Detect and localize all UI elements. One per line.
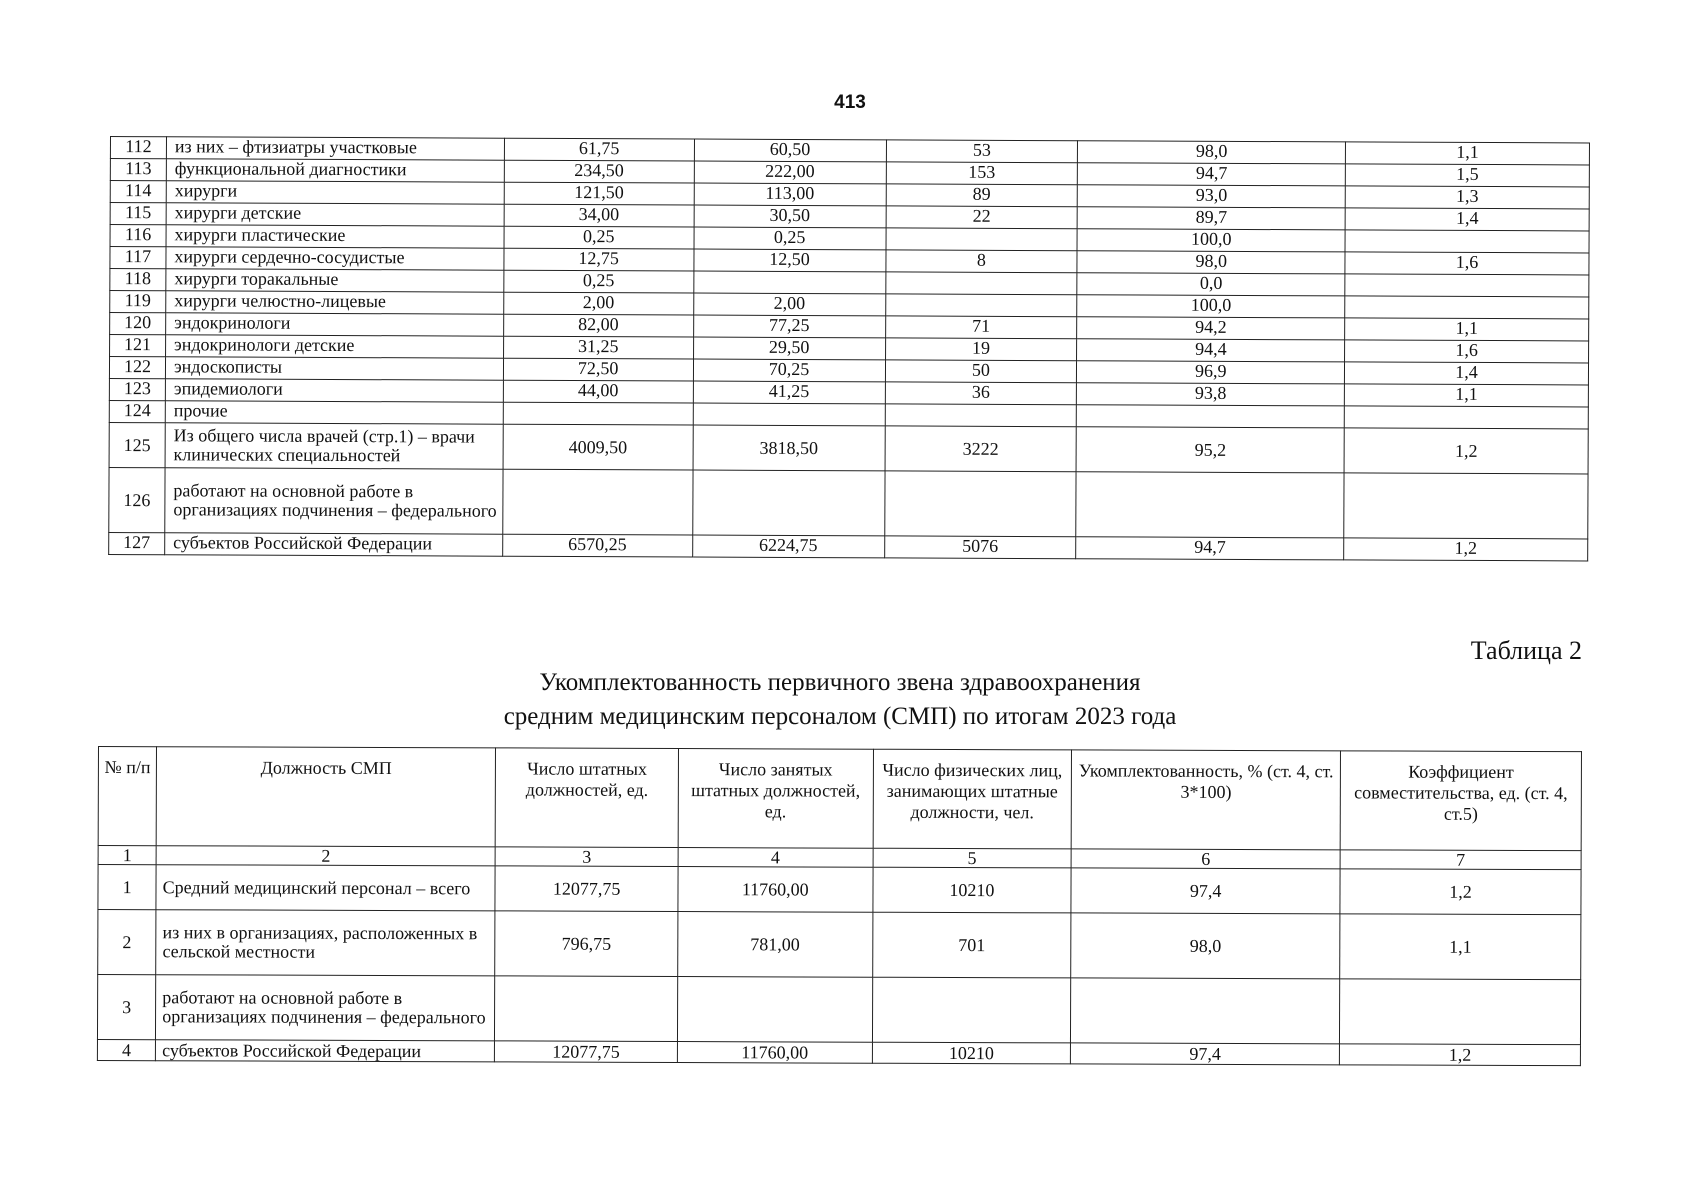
combination-coefficient: 1,2 [1344, 538, 1588, 561]
row-number: 113 [110, 159, 166, 181]
row-name: Средний медицинский персонал – всего [156, 865, 495, 911]
occupied-positions: 0,25 [694, 227, 886, 250]
staff-positions: 34,00 [504, 204, 694, 227]
staff-positions: 31,25 [503, 336, 693, 359]
row-number: 117 [110, 247, 166, 269]
table-row [98, 865, 1581, 915]
staffing-percent: 0,0 [1077, 273, 1345, 296]
staffing-percent: 94,4 [1077, 339, 1345, 362]
row-name: субъектов Российской Федерации [165, 533, 503, 556]
occupied-positions: 29,50 [693, 337, 885, 360]
row-number: 114 [110, 181, 166, 203]
staffing-percent [1076, 472, 1344, 538]
page-number: 413 [834, 92, 866, 113]
staff-positions: 12077,75 [495, 866, 678, 912]
column-index: 3 [495, 847, 678, 867]
staffing-percent: 97,4 [1071, 868, 1340, 914]
header-individuals: Число физических лиц, занимающих штатные должности, чел. [873, 749, 1072, 849]
individuals: 5076 [884, 536, 1076, 559]
combination-coefficient: 1,1 [1344, 384, 1588, 407]
column-index: 7 [1340, 850, 1581, 870]
individuals: 50 [885, 360, 1077, 383]
individuals: 89 [886, 184, 1078, 207]
staff-positions: 6570,25 [502, 534, 692, 557]
row-number: 112 [110, 137, 166, 159]
column-index: 1 [98, 846, 156, 865]
staff-positions [503, 402, 693, 425]
combination-coefficient: 1,1 [1346, 142, 1590, 165]
staffing-percent: 93,8 [1077, 383, 1345, 406]
row-name: хирурги торакальные [166, 269, 504, 292]
row-name: функциональной диагностики [166, 159, 504, 182]
staffing-percent: 94,7 [1076, 537, 1344, 560]
occupied-positions: 222,00 [694, 161, 886, 184]
individuals: 71 [885, 316, 1077, 339]
staff-positions: 72,50 [503, 358, 693, 381]
staff-positions: 234,50 [504, 160, 694, 183]
row-name: эндоскописты [165, 357, 503, 380]
header-occupied-positions: Число занятых штатных должностей, ед. [678, 749, 873, 849]
individuals: 8 [885, 250, 1077, 273]
row-number: 116 [110, 225, 166, 247]
combination-coefficient: 1,1 [1345, 318, 1589, 341]
header-row [98, 747, 1581, 851]
staff-positions: 44,00 [503, 380, 693, 403]
row-name: работают на основной работе в организациях подчинения – федерального [165, 468, 503, 534]
row-number: 121 [110, 335, 166, 357]
combination-coefficient: 1,4 [1345, 362, 1589, 385]
staffing-table-continued [108, 136, 1590, 561]
staff-positions: 12077,75 [495, 1041, 678, 1063]
row-number: 118 [110, 269, 166, 291]
row-number: 125 [109, 422, 165, 467]
row-name: эндокринологи [166, 313, 504, 336]
individuals [886, 228, 1078, 251]
row-number: 1 [98, 865, 156, 910]
row-name: из них – фтизиатры участковые [166, 137, 504, 160]
combination-coefficient [1340, 979, 1581, 1045]
occupied-positions [692, 470, 884, 536]
staff-positions: 2,00 [504, 292, 694, 315]
combination-coefficient: 1,6 [1345, 340, 1589, 363]
combination-coefficient: 1,2 [1344, 428, 1588, 474]
staff-positions: 0,25 [504, 270, 694, 293]
staffing-percent: 94,2 [1077, 317, 1345, 340]
individuals [885, 404, 1077, 427]
row-number: 123 [109, 378, 165, 400]
staff-positions: 0,25 [504, 226, 694, 249]
individuals: 10210 [872, 1042, 1071, 1064]
combination-coefficient [1345, 230, 1589, 253]
individuals: 153 [886, 162, 1078, 185]
combination-coefficient: 1,4 [1345, 208, 1589, 231]
staffing-percent [1071, 978, 1340, 1044]
staffing-percent: 98,0 [1078, 141, 1346, 164]
row-name: хирурги челюстно-лицевые [166, 291, 504, 314]
row-name: Из общего числа врачей (стр.1) – врачи клинических специальностей [165, 423, 503, 469]
table-row [109, 422, 1588, 473]
combination-coefficient [1345, 296, 1589, 319]
staff-positions: 121,50 [504, 182, 694, 205]
combination-coefficient [1345, 274, 1589, 297]
staffing-percent [1077, 405, 1345, 428]
combination-coefficient: 1,6 [1345, 252, 1589, 275]
combination-coefficient: 1,2 [1340, 869, 1581, 915]
column-index: 5 [873, 848, 1072, 868]
header-combination-coefficient: Коэффициент совместительства, ед. (ст. 4, ст.5) [1340, 751, 1581, 851]
header-number: № п/п [98, 747, 157, 846]
staff-positions [503, 469, 693, 535]
combination-coefficient: 1,2 [1340, 1044, 1581, 1066]
combination-coefficient: 1,5 [1345, 164, 1589, 187]
individuals: 22 [886, 206, 1078, 229]
row-name: из них в организациях, расположенных в сельской местности [156, 910, 495, 976]
row-number: 120 [110, 313, 166, 335]
individuals [885, 272, 1077, 295]
occupied-positions: 11760,00 [677, 1042, 872, 1064]
occupied-positions: 60,50 [694, 139, 886, 162]
table-title-line-2: средним медицинским персоналом (СМП) по итогам 2023 года [503, 703, 1177, 730]
table-title [380, 666, 1300, 734]
row-number: 115 [110, 203, 166, 225]
occupied-positions: 6224,75 [692, 535, 884, 558]
row-number: 126 [109, 467, 165, 532]
row-number: 3 [97, 975, 155, 1040]
individuals [884, 471, 1076, 537]
table-row [98, 910, 1581, 980]
column-index: 4 [678, 848, 873, 868]
table-row [109, 467, 1588, 538]
row-name: работают на основной работе в организациях подчинения – федерального [156, 975, 495, 1041]
staff-positions: 4009,50 [503, 424, 693, 470]
row-name: прочие [165, 401, 503, 424]
staffing-percent: 93,0 [1078, 185, 1346, 208]
individuals: 36 [885, 382, 1077, 405]
occupied-positions: 70,25 [693, 359, 885, 382]
row-number: 119 [110, 291, 166, 313]
staff-positions: 82,00 [503, 314, 693, 337]
table-title-line-1: Укомплектованность первичного звена здравоохранения [539, 669, 1141, 696]
combination-coefficient: 1,1 [1340, 914, 1581, 980]
staffing-percent: 98,0 [1077, 251, 1345, 274]
header-staff-positions: Число штатных должностей, ед. [495, 748, 678, 848]
header-staffing-percent: Укомплектованность, % (ст. 4, ст. 3*100) [1071, 750, 1340, 850]
occupied-positions: 41,25 [693, 381, 885, 404]
row-name: хирурги [166, 181, 504, 204]
combination-coefficient [1344, 473, 1588, 539]
individuals [872, 977, 1071, 1043]
staff-positions: 12,75 [504, 248, 694, 271]
occupied-positions: 2,00 [693, 293, 885, 316]
individuals: 3222 [885, 426, 1077, 472]
occupied-positions [693, 271, 885, 294]
staffing-percent: 96,9 [1077, 361, 1345, 384]
row-number: 124 [109, 400, 165, 422]
occupied-positions: 781,00 [678, 912, 873, 978]
staffing-percent: 100,0 [1077, 295, 1345, 318]
row-name: эндокринологи детские [166, 335, 504, 358]
column-index: 6 [1071, 849, 1340, 869]
table-row [97, 975, 1580, 1045]
row-number: 127 [109, 532, 165, 554]
individuals: 53 [886, 140, 1078, 163]
staffing-percent: 89,7 [1077, 207, 1345, 230]
occupied-positions [693, 403, 885, 426]
combination-coefficient: 1,3 [1345, 186, 1589, 209]
staffing-percent: 97,4 [1071, 1043, 1340, 1065]
row-number: 2 [98, 910, 156, 975]
row-name: субъектов Российской Федерации [156, 1040, 495, 1062]
occupied-positions: 12,50 [694, 249, 886, 272]
table-row [97, 1040, 1580, 1066]
staff-positions: 796,75 [495, 911, 678, 977]
row-number: 4 [97, 1040, 155, 1061]
header-position: Должность СМП [156, 747, 495, 847]
occupied-positions: 77,25 [693, 315, 885, 338]
row-name: эпидемиологи [165, 379, 503, 402]
table-label: Таблица 2 [1470, 636, 1582, 665]
individuals [885, 294, 1077, 317]
staffing-percent: 95,2 [1076, 427, 1344, 473]
staff-positions: 61,75 [504, 138, 694, 161]
row-name: хирурги детские [166, 203, 504, 226]
staffing-percent: 94,7 [1078, 163, 1346, 186]
occupied-positions: 113,00 [694, 183, 886, 206]
row-number: 122 [109, 357, 165, 379]
individuals: 10210 [873, 867, 1072, 913]
row-name: хирурги пластические [166, 225, 504, 248]
row-name: хирурги сердечно-сосудистые [166, 247, 504, 270]
staffing-percent: 98,0 [1071, 913, 1340, 979]
individuals: 701 [872, 912, 1071, 978]
mid-level-staff-table [97, 746, 1582, 1066]
occupied-positions: 3818,50 [693, 425, 885, 471]
staff-positions [495, 976, 678, 1042]
occupied-positions: 11760,00 [678, 867, 873, 913]
combination-coefficient [1344, 406, 1588, 429]
staffing-percent: 100,0 [1077, 229, 1345, 252]
occupied-positions [677, 977, 872, 1043]
occupied-positions: 30,50 [694, 205, 886, 228]
individuals: 19 [885, 338, 1077, 361]
column-index: 2 [156, 846, 495, 866]
